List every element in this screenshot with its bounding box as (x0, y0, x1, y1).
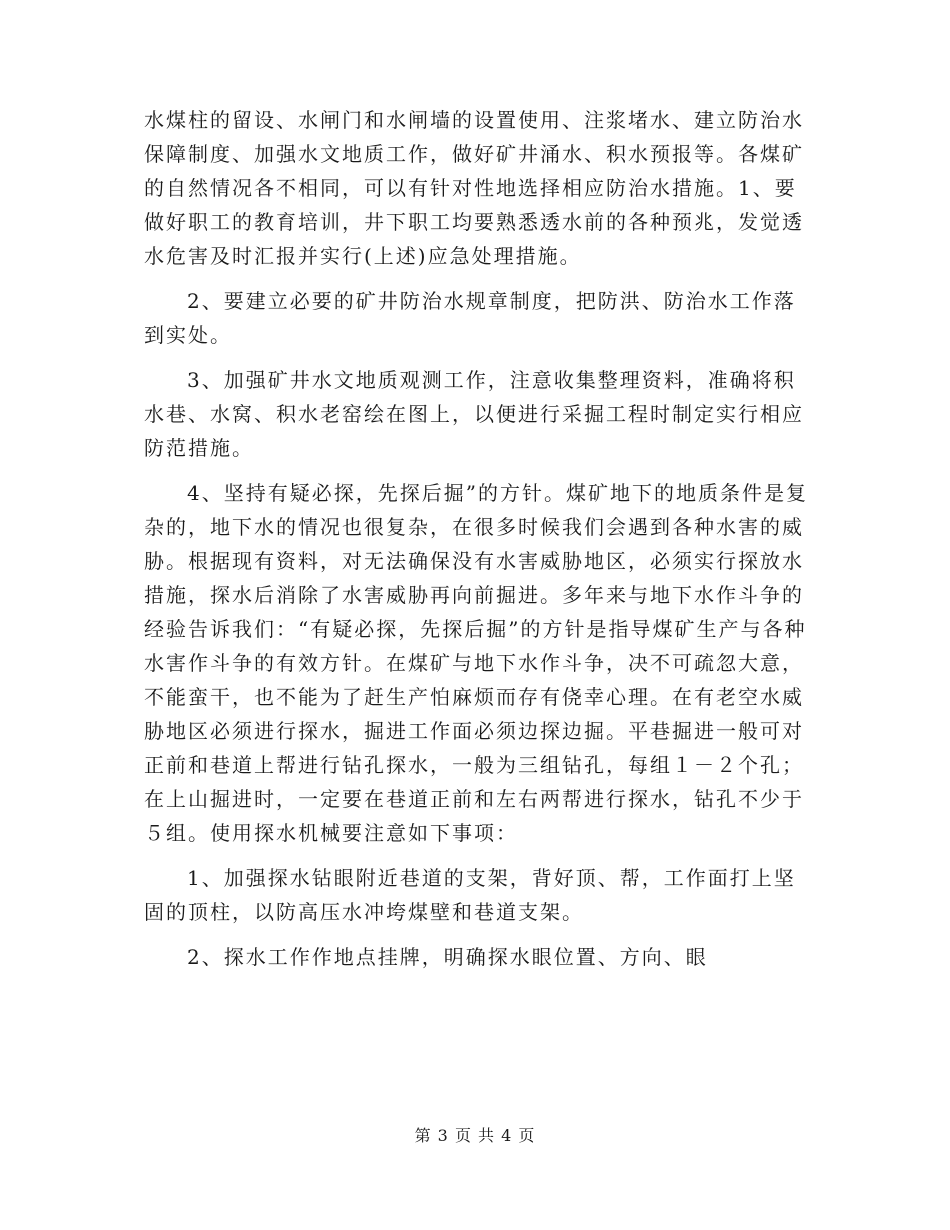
paragraph-continuation: 水煤柱的留设、水闸门和水闸墙的设置使用、注浆堵水、建立防治水保障制度、加强水文地质工作，做好矿井涌水、积水预报等。各煤矿的自然情况各不相同，可以有针对性地选择相应防治水措施。1、要做好职工的教育培训，井下职工均要熟悉透水前的各种预兆，发觉透水危害及时汇报并实行(上述)应急处理措施。 (144, 108, 804, 268)
paragraph-item-2: 2、要建立必要的矿井防治水规章制度，把防洪、防治水工作落到实处。 (144, 289, 796, 347)
page-number: 第 3 页 共 4 页 (414, 1126, 536, 1145)
paragraph-item-4: 4、坚持有疑必探，先探后掘”的方针。煤矿地下的地质条件是复杂的，地下水的情况也很复杂，在很多时候我们会遇到各种水害的威胁。根据现有资料，对无法确保没有水害威胁地区，必须实行探放水措施，探水后消除了水害威胁再向前掘进。多年来与地下水作斗争的经验告诉我们：“有疑必探，先探后掘”的方针是指导煤矿生产与各种水害作斗争的有效方针。在煤矿与地下水作斗争，决不可疏忽大意，不能蛮干，也不能为了赶生产怕麻烦而存有侥幸心理。在有老空水威胁地区必须进行探水，掘进工作面必须边探边掘。平巷掘进一般可对正前和巷道上帮进行钻孔探水，一般为三组钻孔，每组１－２个孔；在上山掘进时，一定要在巷道正前和左右两帮进行探水，钻孔不少于５组。使用探水机械要注意如下事项： (144, 481, 808, 845)
paragraph-item-3: 3、加强矿井水文地质观测工作，注意收集整理资料，准确将积水巷、水窝、积水老窑绘在图上，以便进行采掘工程时制定实行相应防范措施。 (144, 368, 804, 460)
paragraph-subitem-1: 1、加强探水钻眼附近巷道的支架，背好顶、帮，工作面打上坚固的顶柱，以防高压水冲垮煤壁和巷道支架。 (144, 866, 796, 924)
body-text (144, 103, 812, 985)
paragraph-subitem-2: 2、探水工作作地点挂牌，明确探水眼位置、方向、眼 (187, 945, 708, 969)
page-footer (0, 1125, 950, 1147)
